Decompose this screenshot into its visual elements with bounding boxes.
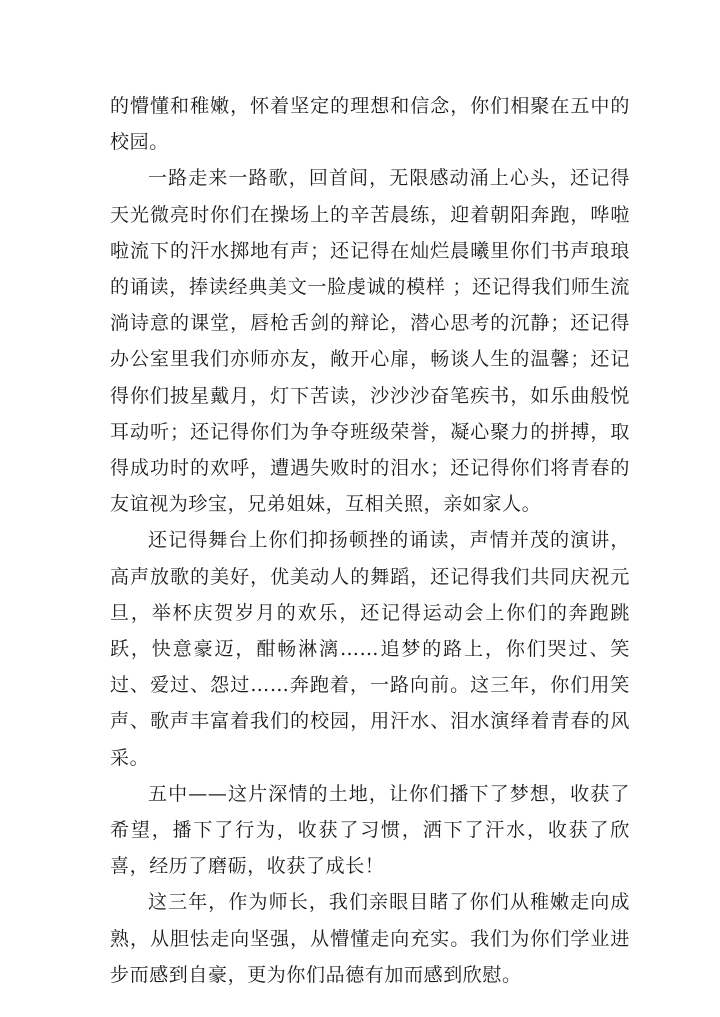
paragraph-school-land: 五中——这片深情的土地，让你们播下了梦想，收获了希望，播下了行为，收获了习惯，洒下了汗水，收获了欣喜，经历了磨砺，收获了成长！ xyxy=(110,782,630,878)
paragraph-continuation: 的懵懂和稚嫩，怀着坚定的理想和信念，你们相聚在五中的校园。 xyxy=(110,95,630,154)
paragraph-three-years: 这三年，作为师长，我们亲眼目睹了你们从稚嫩走向成熟，从胆怯走向坚强，从懵懂走向充实。我们为你们学业进步而感到自豪，更为你们品德有加而感到欣慰。 xyxy=(110,891,630,986)
paragraph-memories: 一路走来一路歌，回首间，无限感动涌上心头，还记得天光微亮时你们在操场上的辛苦晨练，迎着朝阳奔跑，哗啦啦流下的汗水掷地有声；还记得在灿烂晨曦里你们书声琅琅的诵读，捧读经典美文一脸虔诚的模样 ；还记得我们师生流淌诗意的课堂，唇枪舌剑的辩论，潜心思考的沉静；还记得办公室里我们亦师亦友，敞开心扉，畅谈人生的温馨；还记得你们披星戴月，灯下苦读，沙沙沙奋笔疾书，如乐曲般悦耳动听；还记得你们为争夺班级荣誉，凝心聚力的拼搏，取得成功时的欢呼，遭遇失败时的泪水；还记得你们将青春的友谊视为珍宝，兄弟姐妹，互相关照，亲如家人。 xyxy=(110,167,630,516)
paragraph-stage-events: 还记得舞台上你们抑扬顿挫的诵读，声情并茂的演讲，高声放歌的美好，优美动人的舞蹈，还记得我们共同庆祝元旦，举杯庆贺岁月的欢乐，还记得运动会上你们的奔跑跳跃，快意豪迈，酣畅淋漓……追梦的路上，你们哭过、笑过、爱过、怨过……奔跑着，一路向前。这三年，你们用笑声、歌声丰富着我们的校园，用汗水、泪水演绎着青春的风采。 xyxy=(110,529,630,769)
document-body xyxy=(110,88,630,993)
